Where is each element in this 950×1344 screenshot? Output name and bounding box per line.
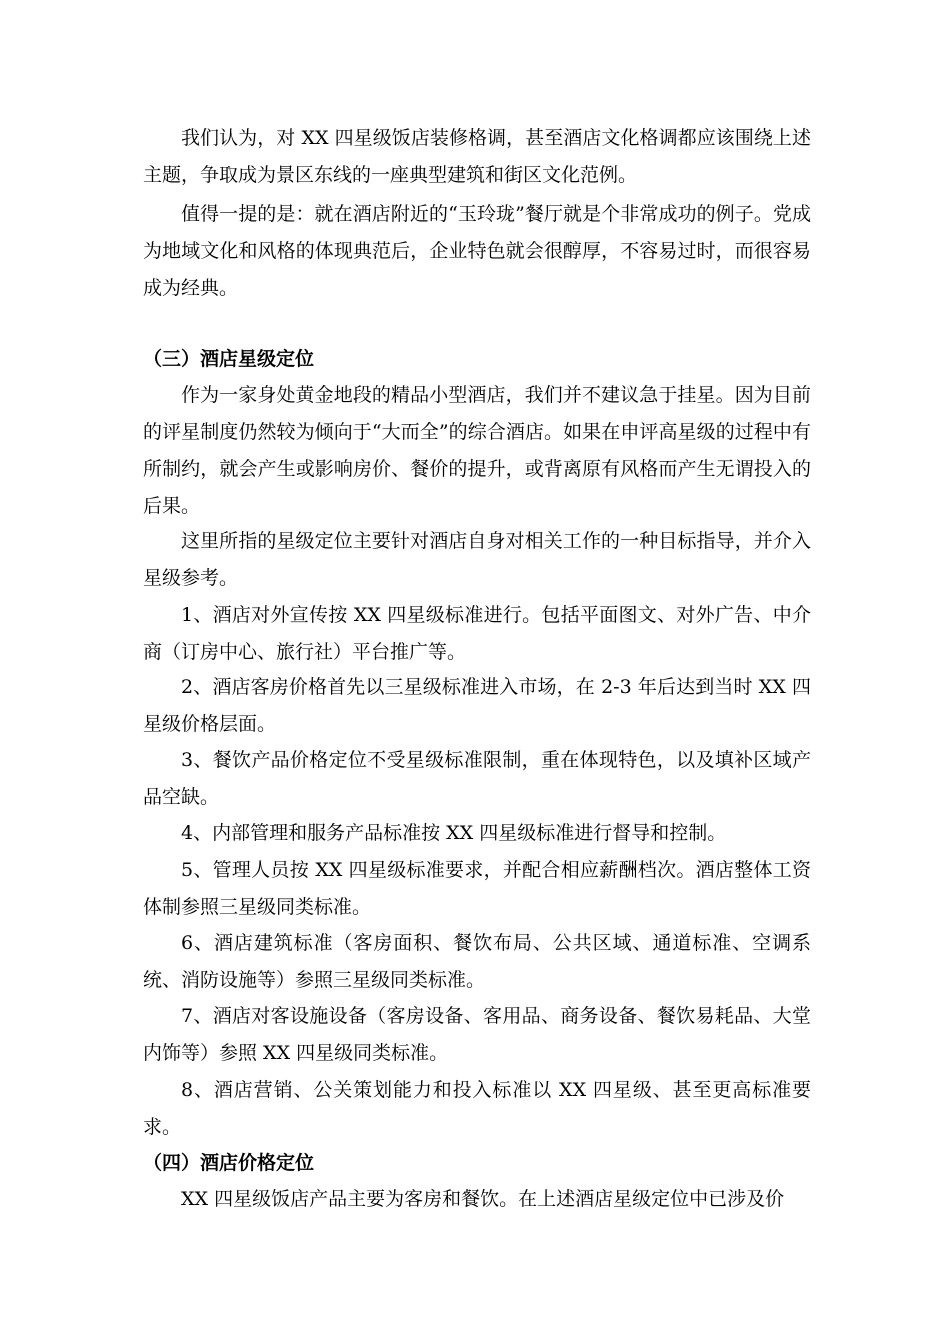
paragraph-star-rating-intro: 作为一家身处黄金地段的精品小型酒店，我们并不建议急于挂星。因为目前的评星制度仍然较为倾向于“大而全”的综合酒店。如果在申评高星级的过程中有所制约，就会产生或影响房价、餐价的提升，或背离原有风格而产生无谓投入的后果。 xyxy=(143,384,811,517)
list-item-8: 8、酒店营销、公关策划能力和投入标准以 XX 四星级、甚至更高标准要求。 xyxy=(143,1079,811,1138)
paragraph-yulinglong-example: 值得一提的是：就在酒店附近的“玉玲珑”餐厅就是个非常成功的例子。党成为地域文化和风格的体现典范后，企业特色就会很醇厚，不容易过时，而很容易成为经典。 xyxy=(143,203,811,299)
list-item-2: 2、酒店客房价格首先以三星级标准进入市场，在 2-3 年后达到当时 XX 四星级价格层面。 xyxy=(143,676,811,735)
list-item-7: 7、酒店对客设施设备（客房设备、客用品、商务设备、餐饮易耗品、大堂内饰等）参照 XX 四星级同类标准。 xyxy=(143,1005,811,1064)
list-item-4: 4、内部管理和服务产品标准按 XX 四星级标准进行督导和控制。 xyxy=(181,822,727,844)
list-item-5: 5、管理人员按 XX 四星级标准要求，并配合相应薪酬档次。酒店整体工资体制参照三星级同类标准。 xyxy=(143,859,811,918)
section-heading-star-rating: （三）酒店星级定位 xyxy=(143,348,315,370)
paragraph-star-rating-scope: 这里所指的星级定位主要针对酒店自身对相关工作的一种目标指导，并介入星级参考。 xyxy=(143,530,811,589)
list-item-3: 3、餐饮产品价格定位不受星级标准限制，重在体现特色，以及填补区域产品空缺。 xyxy=(143,749,811,808)
list-item-1: 1、酒店对外宣传按 XX 四星级标准进行。包括平面图文、对外广告、中介商（订房中心、旅行社）平台推广等。 xyxy=(143,604,811,663)
section-heading-price: （四）酒店价格定位 xyxy=(143,1152,315,1174)
list-item-6: 6、酒店建筑标准（客房面积、餐饮布局、公共区域、通道标准、空调系统、消防设施等）参照三星级同类标准。 xyxy=(143,932,811,991)
paragraph-decor-theme: 我们认为，对 XX 四星级饭店装修格调，甚至酒店文化格调都应该围绕上述主题，争取成为景区东线的一座典型建筑和街区文化范例。 xyxy=(143,127,811,186)
paragraph-price-intro: XX 四星级饭店产品主要为客房和餐饮。在上述酒店星级定位中已涉及价 xyxy=(181,1188,785,1210)
